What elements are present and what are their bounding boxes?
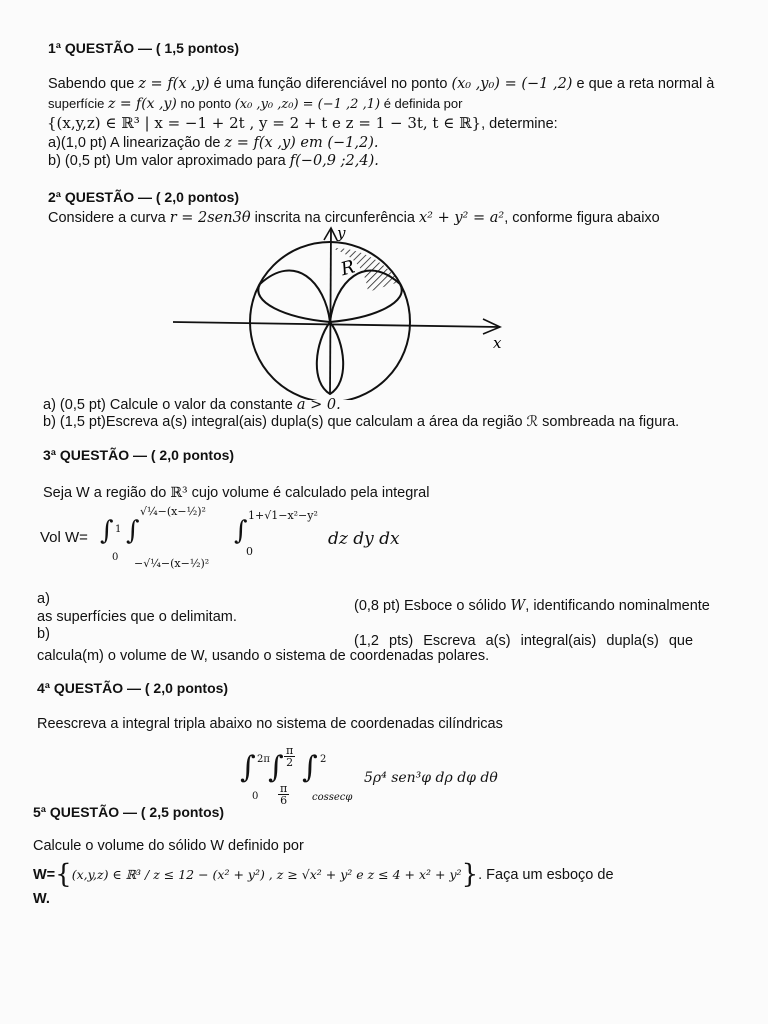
q3-a-text: (0,8 pt) Esboce o sólido	[354, 598, 507, 614]
q3-a-label: a)	[37, 591, 50, 607]
q1-line3	[47, 115, 558, 133]
q3-a-cont: as superfícies que o delimitam.	[37, 609, 237, 625]
integral-sign-1: ∫	[100, 516, 114, 546]
q4-i3-lower: cossecφ	[312, 792, 353, 803]
x-axis	[173, 322, 500, 327]
q2-line1-c: , conforme figura abaixo	[504, 210, 660, 226]
q1-line2-d: (x₀ ,y₀ ,z₀) = (−1 ,2 ,1)	[234, 97, 381, 112]
q2-item-b: b) (1,5 pt)Escreva a(s) integral(ais) dupla(s) que calculam a área da região ℛ sombreada na figura.	[43, 414, 680, 430]
q2-a-text: a) (0,5 pt) Calcule o valor da constante	[43, 397, 293, 413]
q3-intro-math: ℝ³	[170, 485, 188, 501]
q4-i2-upper-num: π	[286, 744, 294, 757]
q2-line1-a: Considere a curva	[48, 210, 166, 226]
q3-b-cont: calcula(m) o volume de W, usando o sistema de coordenadas polares.	[37, 648, 490, 664]
q2-a-math: a > 0.	[296, 397, 341, 413]
q1-b-label: b) (0,5 pt) Um valor aproximado para	[48, 153, 286, 169]
q3-vol-label: Vol W=	[40, 529, 88, 546]
q1-line2-e: é definida por	[383, 96, 463, 111]
q4-title: 4ª QUESTÃO — ( 2,0 pontos)	[37, 680, 229, 696]
q1-item-a	[48, 135, 379, 152]
q5-w-label: W=	[33, 867, 56, 883]
q1-a-label: a)(1,0 pt) A linearização de	[48, 135, 221, 151]
integral-sign-3: ∫	[234, 516, 248, 546]
q1-set-math: {(x,y,z) ∈ ℝ³ | x = −1 + 2t , y = 2 + t e z = 1 − 3t, t ∈ ℝ}	[47, 114, 482, 132]
q3-intro-a: Seja W a região do	[43, 485, 167, 501]
q1-line3-b: , determine:	[481, 116, 558, 132]
q4-i1-lower: 0	[252, 791, 259, 802]
q4-i2-upper	[284, 745, 295, 768]
q1-line2-a: superfície	[48, 96, 105, 111]
q4-triple-integral	[240, 745, 540, 809]
q4-i2-lower-num: π	[280, 782, 288, 795]
integral-sign-2: ∫	[126, 516, 140, 546]
q1-line1-a: Sabendo que	[48, 76, 135, 92]
fig-y-label: y	[337, 224, 346, 242]
q1-line2	[48, 95, 462, 113]
q4-integrand: 5ρ⁴ sen³φ dρ dφ dθ	[364, 770, 498, 786]
q3-intro	[43, 485, 429, 502]
int3-lower: 0	[246, 545, 253, 558]
q3-a-math: W	[510, 598, 526, 614]
q2-line1-b: inscrita na circunferência	[254, 210, 415, 226]
q4-integral-sign-1: ∫	[240, 750, 256, 785]
q1-line1-c: é uma função diferenciável no ponto	[213, 76, 448, 92]
q4-i1-upper: 2π	[257, 754, 270, 765]
q4-text: Reescreva a integral tripla abaixo no sistema de coordenadas cilíndricas	[37, 716, 503, 732]
q1-line2-c: no ponto	[180, 96, 232, 111]
q1-line1-d: (x₀ ,y₀) = (−1 ,2)	[451, 76, 573, 92]
q4-i2-lower	[278, 783, 289, 806]
q2-circle-math: x² + y² = a²	[419, 210, 505, 226]
q1-a-math: z = f(x ,y) em (−1,2).	[224, 135, 379, 151]
q5-end-text: . Faça um esboço de	[478, 867, 614, 883]
q1-line2-b: z = f(x ,y)	[108, 96, 177, 112]
q1-item-b	[48, 153, 379, 170]
q4-integral-sign-2: ∫	[268, 750, 284, 785]
int1-lower: 0	[112, 552, 119, 563]
q3-volume-integral	[40, 503, 440, 578]
q1-line1	[48, 76, 714, 93]
right-brace: }	[461, 859, 479, 890]
rose-curve-figure	[165, 222, 515, 400]
int2-upper: √¼−(x−½)²	[140, 505, 206, 518]
q5-title: 5ª QUESTÃO — ( 2,5 pontos)	[33, 804, 225, 820]
q3-item-a	[354, 598, 710, 615]
y-axis	[330, 228, 331, 394]
int3-upper: 1+√1−x²−y²	[248, 509, 318, 522]
q5-set-math: (x,y,z) ∈ ℝ³ / z ≤ 12 − (x² + y²) , z ≥ √x² + y² e z ≤ 4 + x² + y²	[71, 867, 462, 882]
q3-b-text: (1,2 pts) Escreva a(s) integral(ais) dupla(s) que	[354, 633, 694, 649]
fig-x-label: x	[493, 334, 502, 352]
q1-line1-e: e que a reta normal à	[576, 76, 715, 92]
q3-intro-b: cujo volume é calculado pela integral	[191, 485, 430, 501]
q5-intro: Calcule o volume do sólido W definido por	[33, 838, 304, 854]
q3-a-text2: , identificando nominalmente	[525, 598, 710, 614]
q1-line1-b: z = f(x ,y)	[138, 76, 210, 92]
q4-i2-lower-den: 6	[280, 794, 288, 807]
q4-i3-upper: 2	[320, 754, 327, 765]
petal-upper-left	[258, 271, 330, 322]
q3-title: 3ª QUESTÃO — ( 2,0 pontos)	[43, 447, 235, 463]
q2-curve-math: r = 2sen3θ	[169, 210, 251, 226]
q5-set-line	[33, 859, 614, 890]
q2-title: 2ª QUESTÃO — ( 2,0 pontos)	[48, 189, 240, 205]
fig-region-label: R	[338, 256, 358, 281]
q4-integral-sign-3: ∫	[302, 750, 318, 785]
q4-i2-upper-den: 2	[286, 756, 294, 769]
q2-item-a	[43, 397, 341, 414]
int2-lower: −√¼−(x−½)²	[134, 557, 210, 570]
int1-upper: 1	[115, 524, 122, 535]
q3-differentials: dz dy dx	[328, 529, 400, 549]
q1-title: 1ª QUESTÃO — ( 1,5 pontos)	[48, 40, 240, 56]
q3-b-label: b)	[37, 626, 50, 642]
q1-b-math: f(−0,9 ;2,4).	[289, 153, 379, 169]
left-brace: {	[55, 859, 72, 890]
q5-end-w: W.	[33, 891, 50, 907]
